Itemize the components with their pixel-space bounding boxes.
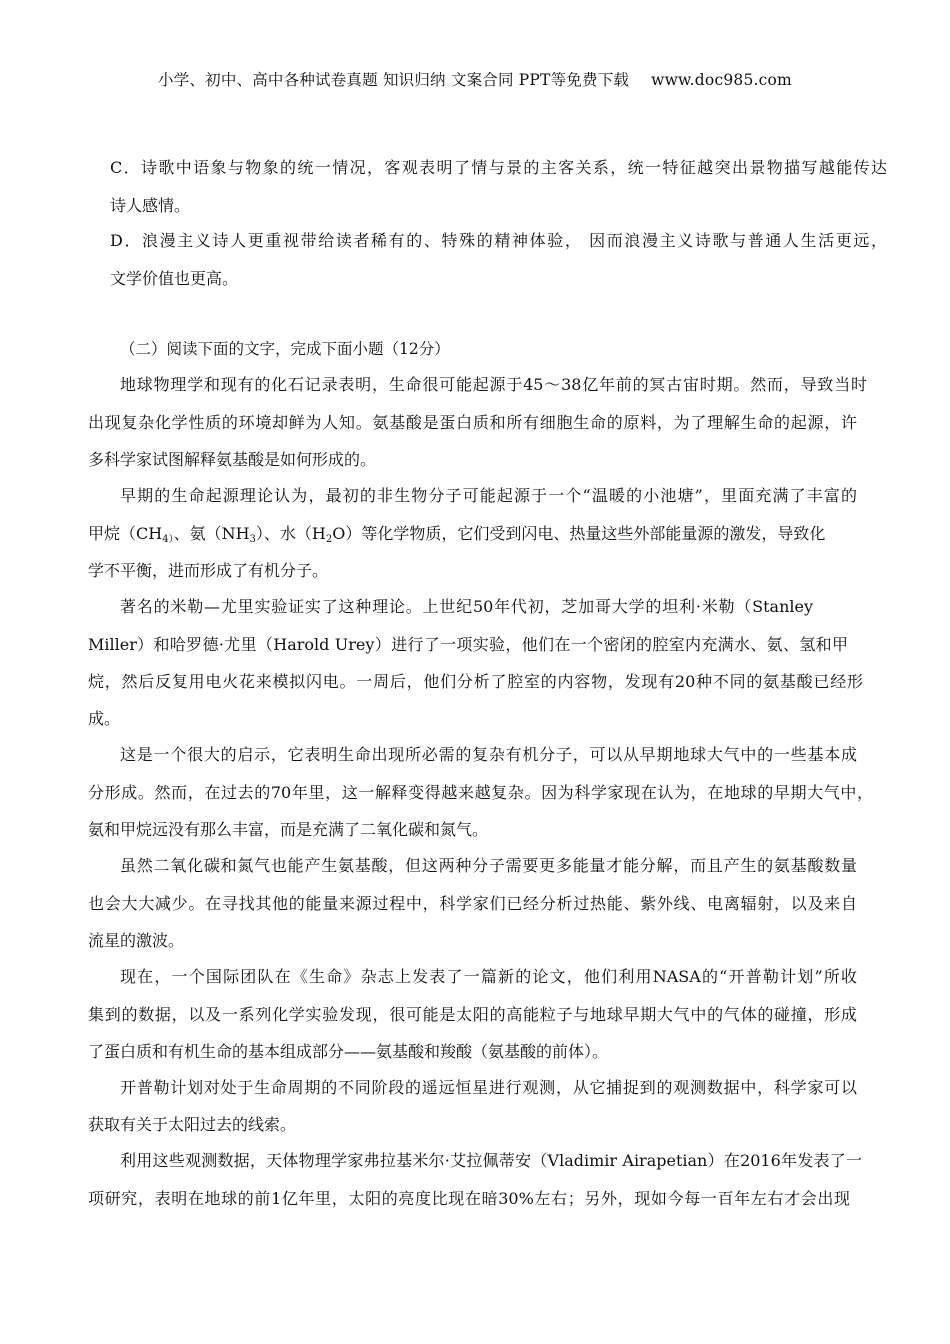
paragraph-6-line-2: 集到的数据，以及一系列化学实验发现，很可能是太阳的高能粒子与地球早期大气中的气体的碰撞，形成 (88, 1005, 857, 1024)
paragraph-6-line-1: 现在，一个国际团队在《生命》杂志上发表了一篇新的论文，他们利用NASA的“开普勒计划”所收 (120, 967, 857, 986)
paragraph-5-line-1: 虽然二氧化碳和氮气也能产生氨基酸，但这两种分子需要更多能量才能分解，而且产生的氨基酸数量 (120, 856, 857, 875)
paragraph-1-line-3: 多科学家试图解释氨基酸是如何形成的。 (88, 450, 377, 469)
page-header (0, 68, 950, 90)
paragraph-4-line-1: 这是一个很大的启示，它表明生命出现所必需的复杂有机分子，可以从早期地球大气中的一些基本成 (120, 745, 857, 764)
paragraph-1-line-2: 出现复杂化学性质的环境却鲜为人知。氨基酸是蛋白质和所有细胞生命的原料，为了理解生命的起源，许 (88, 413, 857, 432)
paragraph-7-line-2: 获取有关于太阳过去的线索。 (88, 1115, 297, 1134)
paragraph-2-line-3: 学不平衡，进而形成了有机分子。 (88, 561, 329, 580)
paragraph-4-line-2: 分形成。然而，在过去的70年里，这一解释变得越来越复杂。因为科学家现在认为，在地球的早期大气中， (88, 783, 873, 802)
paragraph-2-line-2: 甲烷（$CH_{4)}$、氨$(NH_3)$、水$(H_2O)$等化学物质，它们受到闪电、热量这些外部能量源的激发，导致化 (88, 524, 826, 545)
option-c-line-1: C．诗歌中语象与物象的统一情况，客观表明了情与景的主客关系，统一特征越突出景物描写越能传达 (110, 158, 887, 177)
paragraph-3-line-2: Miller）和哈罗德·尤里（Harold Urey）进行了一项实验，他们在一个密闭的腔室内充满水、氨、氢和甲 (88, 635, 848, 654)
paragraph-7-line-1: 开普勒计划对处于生命周期的不同阶段的遥远恒星进行观测，从它捕捉到的观测数据中，科学家可以 (120, 1078, 857, 1097)
header-text: 小学、初中、高中各种试卷真题 知识归纳 文案合同 PPT等免费下载 (158, 71, 630, 89)
paragraph-3-line-4: 成。 (88, 709, 121, 728)
paragraph-8-line-1: 利用这些观测数据，天体物理学家弗拉基米尔·艾拉佩蒂安（Vladimir Airapetian）在2016年发表了一 (120, 1151, 862, 1170)
paragraph-3-line-3: 烷，然后反复用电火花来模拟闪电。一周后，他们分析了腔室的内容物，发现有20种不同的氨基酸已经形 (88, 672, 863, 691)
paragraph-4-line-3: 氨和甲烷远没有那么丰富，而是充满了二氧化碳和氮气。 (88, 820, 489, 839)
paragraph-3-line-1: 著名的米勒—尤里实验证实了这种理论。上世纪50年代初，芝加哥大学的坦利·米勒（Stanley (120, 597, 813, 616)
paragraph-8-line-2: 项研究，表明在地球的前1亿年里，太阳的亮度比现在暗30%左右；另外，现如今每一百年左右才会出现 (88, 1189, 850, 1208)
paragraph-5-line-2: 也会大大减少。在寻找其他的能量来源过程中，科学家们已经分析过热能、紫外线、电离辐射，以及来自 (88, 894, 857, 913)
header-site-link[interactable]: www.doc985.com (651, 71, 792, 89)
option-d-line-1: D．浪漫主义诗人更重视带给读者稀有的、特殊的精神体验， 因而浪漫主义诗歌与普通人生活更远， (110, 231, 887, 250)
paragraph-2-line-1: 早期的生命起源理论认为，最初的非生物分子可能起源于一个“温暖的小池塘”，里面充满了丰富的 (120, 486, 857, 505)
option-c-line-2: 诗人感情。 (110, 196, 191, 215)
paragraph-5-line-3: 流星的激波。 (88, 931, 185, 950)
paragraph-1-line-1: 地球物理学和现有的化石记录表明，生命很可能起源于45～38亿年前的冥古宙时期。然而，导致当时 (120, 375, 867, 394)
section-title: （二）阅读下面的文字，完成下面小题（12分） (120, 340, 450, 358)
option-d-line-2: 文学价值也更高。 (110, 269, 239, 288)
paragraph-6-line-3: 了蛋白质和有机生命的基本组成部分——氨基酸和羧酸（氨基酸的前体）。 (88, 1042, 609, 1061)
